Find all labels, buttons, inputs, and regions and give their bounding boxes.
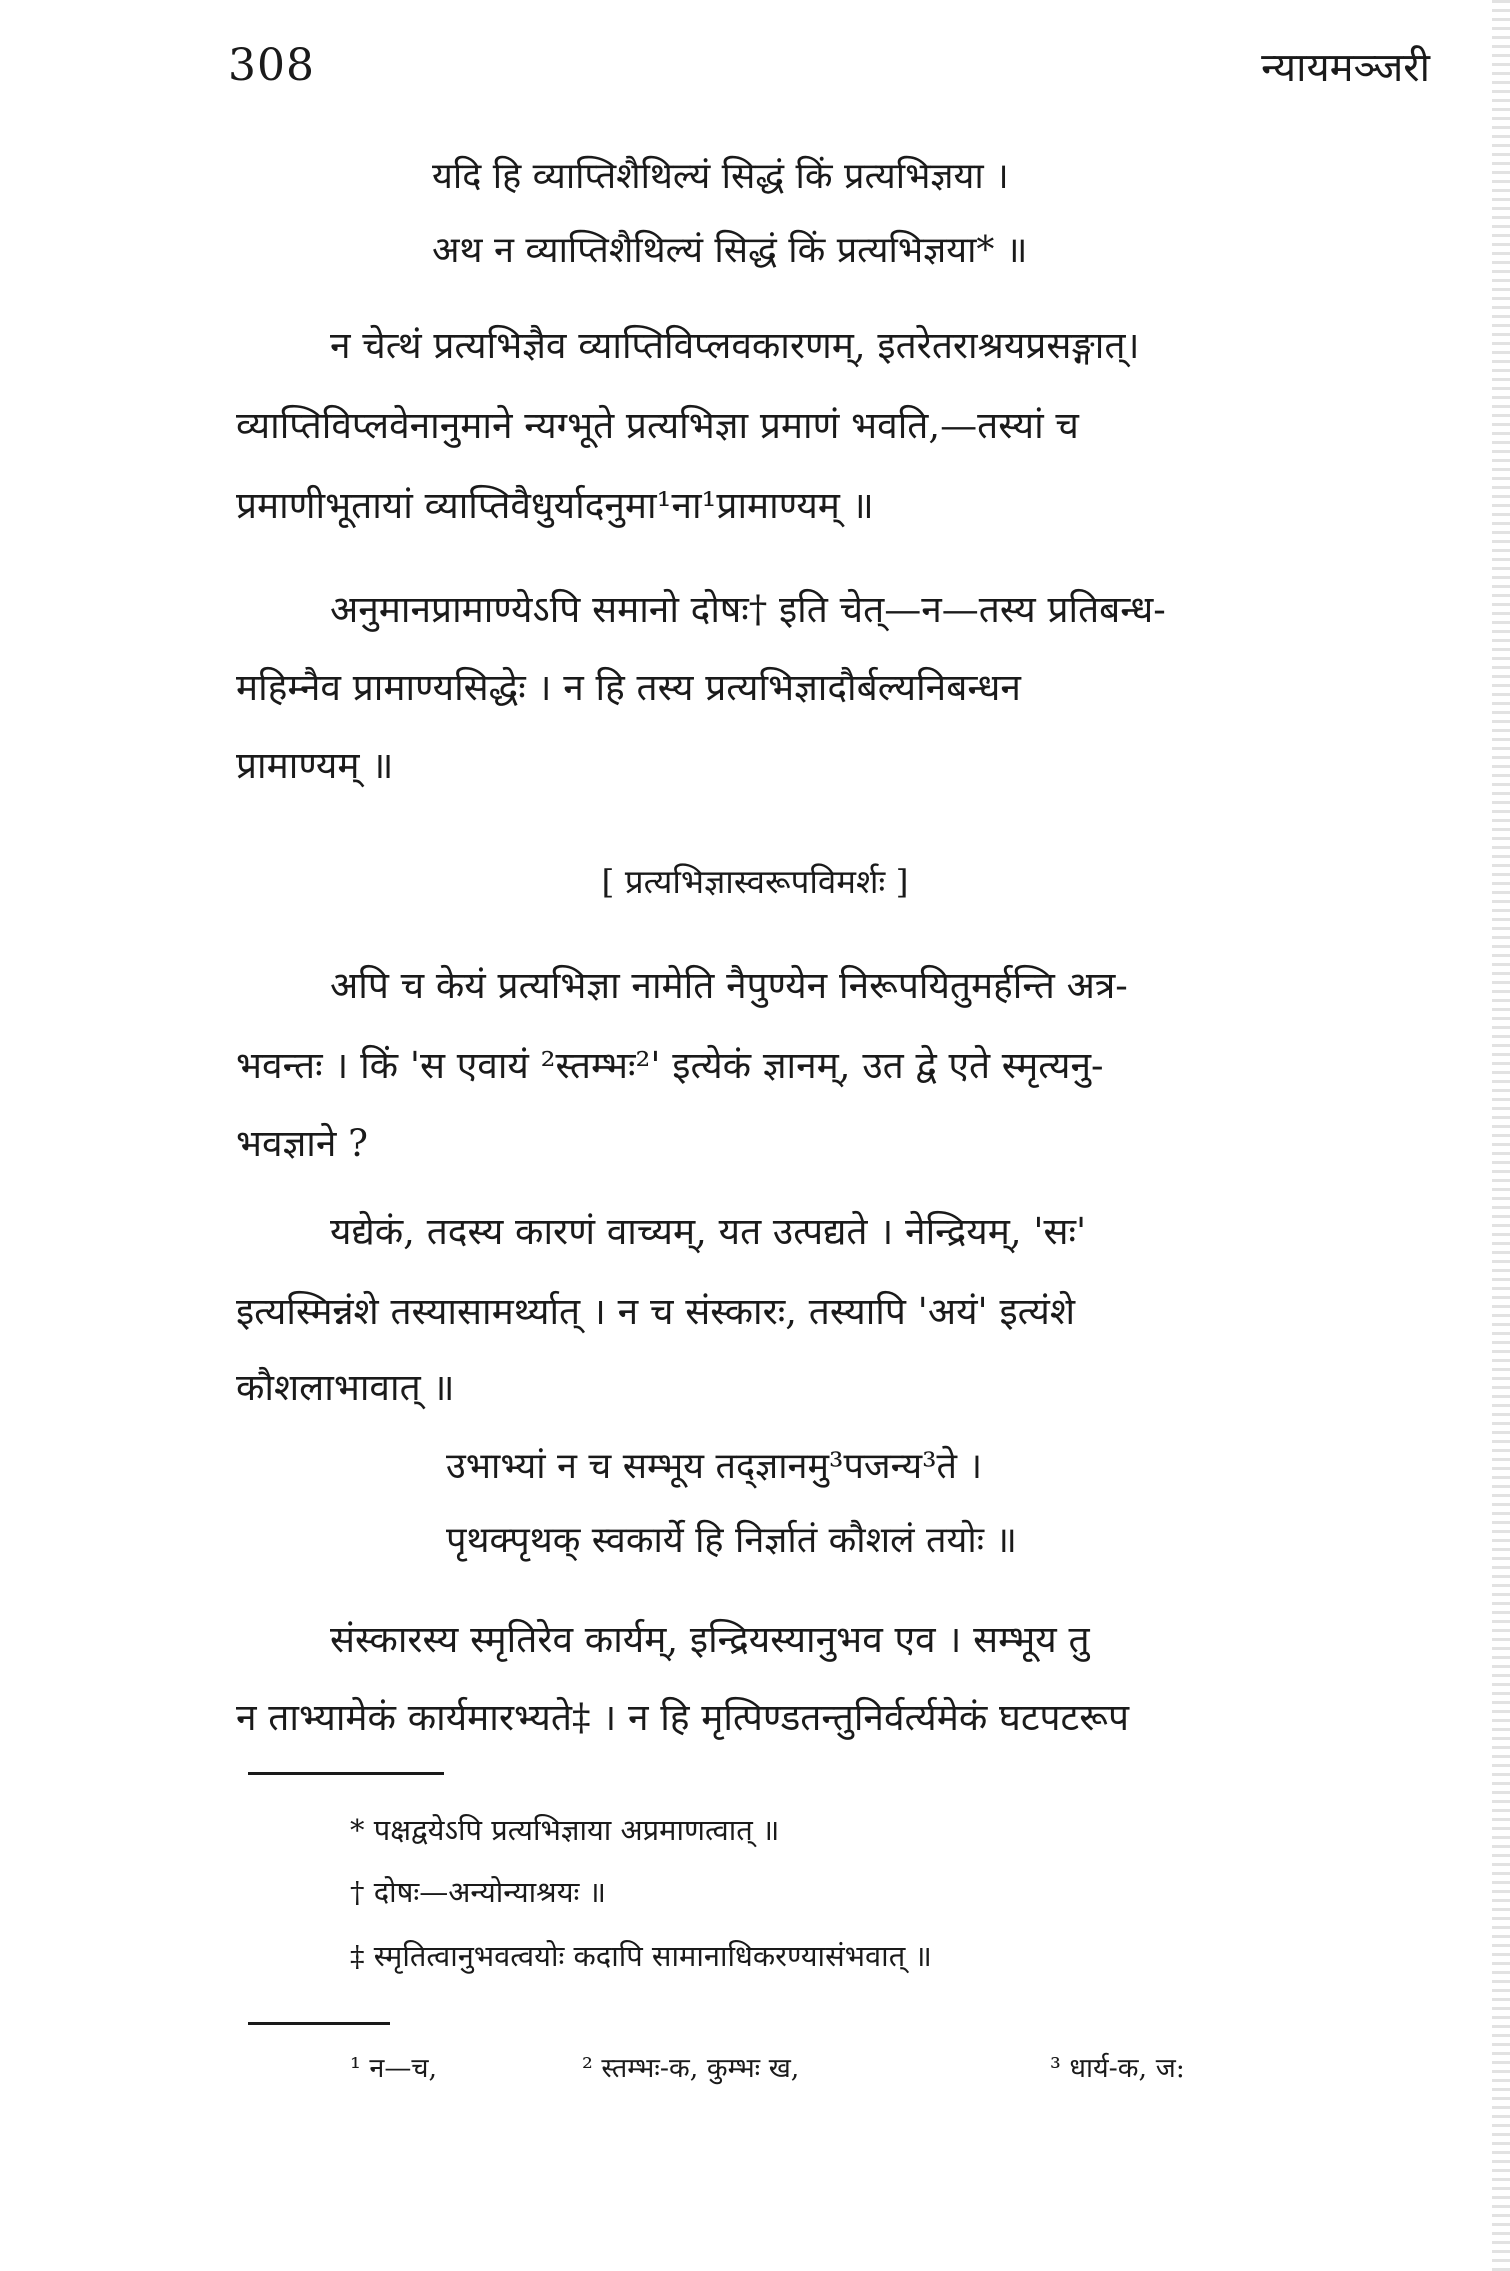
- footnote: * पक्षद्वयेऽपि प्रत्यभिज्ञाया अप्रमाणत्वात् ॥: [350, 1813, 780, 1847]
- paragraph-line: प्रामाण्यम् ॥: [236, 744, 394, 787]
- paragraph-line: व्याप्तिविप्लवेनानुमाने न्यग्भूते प्रत्यभिज्ञा प्रमाणं भवति,—तस्यां च: [236, 404, 1079, 447]
- paragraph-line: संस्कारस्य स्मृतिरेव कार्यम्, इन्द्रियस्यानुभव एव । सम्भूय तु: [330, 1618, 1090, 1661]
- paragraph-line: भवज्ञाने ?: [236, 1122, 369, 1165]
- paragraph-line: न ताभ्यामेकं कार्यमारभ्यते‡ । न हि मृत्पिण्डतन्तुनिर्वर्त्यमेकं घटपटरूप: [236, 1696, 1129, 1739]
- paragraph-line: अपि च केयं प्रत्यभिज्ञा नामेति नैपुण्येन निरूपयितुमर्हन्ति अत्र-: [330, 964, 1128, 1007]
- variant-reading: ¹ न—च,: [350, 2053, 438, 2084]
- paragraph-line: कौशलाभावात् ॥: [236, 1366, 455, 1409]
- footnote-rule: [248, 1772, 444, 1775]
- page-edge-shadow: [1492, 0, 1510, 2271]
- paragraph-line: प्रमाणीभूतायां व्याप्तिवैधुर्यादनुमा¹ना¹प्रामाण्यम् ॥: [236, 484, 874, 527]
- section-heading: [ प्रत्यभिज्ञास्वरूपविमर्शः ]: [601, 862, 909, 901]
- footnote: ‡ स्मृतित्वानुभवत्वयोः कदापि सामानाधिकरण्यासंभवात् ॥: [350, 1939, 932, 1973]
- paragraph-line: भवन्तः । किं 'स एवायं ²स्तम्भः²' इत्येकं ज्ञानम्, उत द्वे एते स्मृत्यनु-: [236, 1044, 1104, 1087]
- verse-line: अथ न व्याप्तिशैथिल्यं सिद्धं किं प्रत्यभिज्ञया* ॥: [432, 230, 1028, 271]
- paragraph-line: महिम्नैव प्रामाण्यसिद्धेः । न हि तस्य प्रत्यभिज्ञादौर्बल्यनिबन्धन: [236, 666, 1021, 709]
- paragraph-line: न चेत्थं प्रत्यभिज्ञैव व्याप्तिविप्लवकारणम्, इतरेतराश्रयप्रसङ्गात्।: [330, 324, 1140, 367]
- paragraph-line: यद्येकं, तदस्य कारणं वाच्यम्, यत उत्पद्यते । नेन्द्रियम्, 'सः': [330, 1210, 1087, 1253]
- verse-line: उभाभ्यां न च सम्भूय तद्ज्ञानमु³पजन्य³ते ।: [446, 1446, 983, 1487]
- page-number: 308: [228, 40, 315, 91]
- paragraph-line: अनुमानप्रामाण्येऽपि समानो दोषः† इति चेत्—न—तस्य प्रतिबन्ध-: [330, 588, 1166, 631]
- running-title: न्यायमञ्जरी: [1261, 45, 1430, 91]
- verse-line: यदि हि व्याप्तिशैथिल्यं सिद्धं किं प्रत्यभिज्ञया ।: [432, 156, 1009, 197]
- verse-line: पृथक्पृथक् स्वकार्ये हि निर्ज्ञातं कौशलं तयोः ॥: [446, 1520, 1017, 1561]
- paragraph-line: इत्यस्मिन्नंशे तस्यासामर्थ्यात् । न च संस्कारः, तस्यापि 'अयं' इत्यंशे: [236, 1290, 1075, 1333]
- variant-reading: ³ धार्य-क, ज:: [1050, 2053, 1185, 2084]
- variant-reading: ² स्तम्भः-क, कुम्भः ख,: [582, 2053, 800, 2084]
- variants-rule: [248, 2022, 390, 2025]
- footnote: † दोषः—अन्योन्याश्रयः ॥: [350, 1875, 606, 1909]
